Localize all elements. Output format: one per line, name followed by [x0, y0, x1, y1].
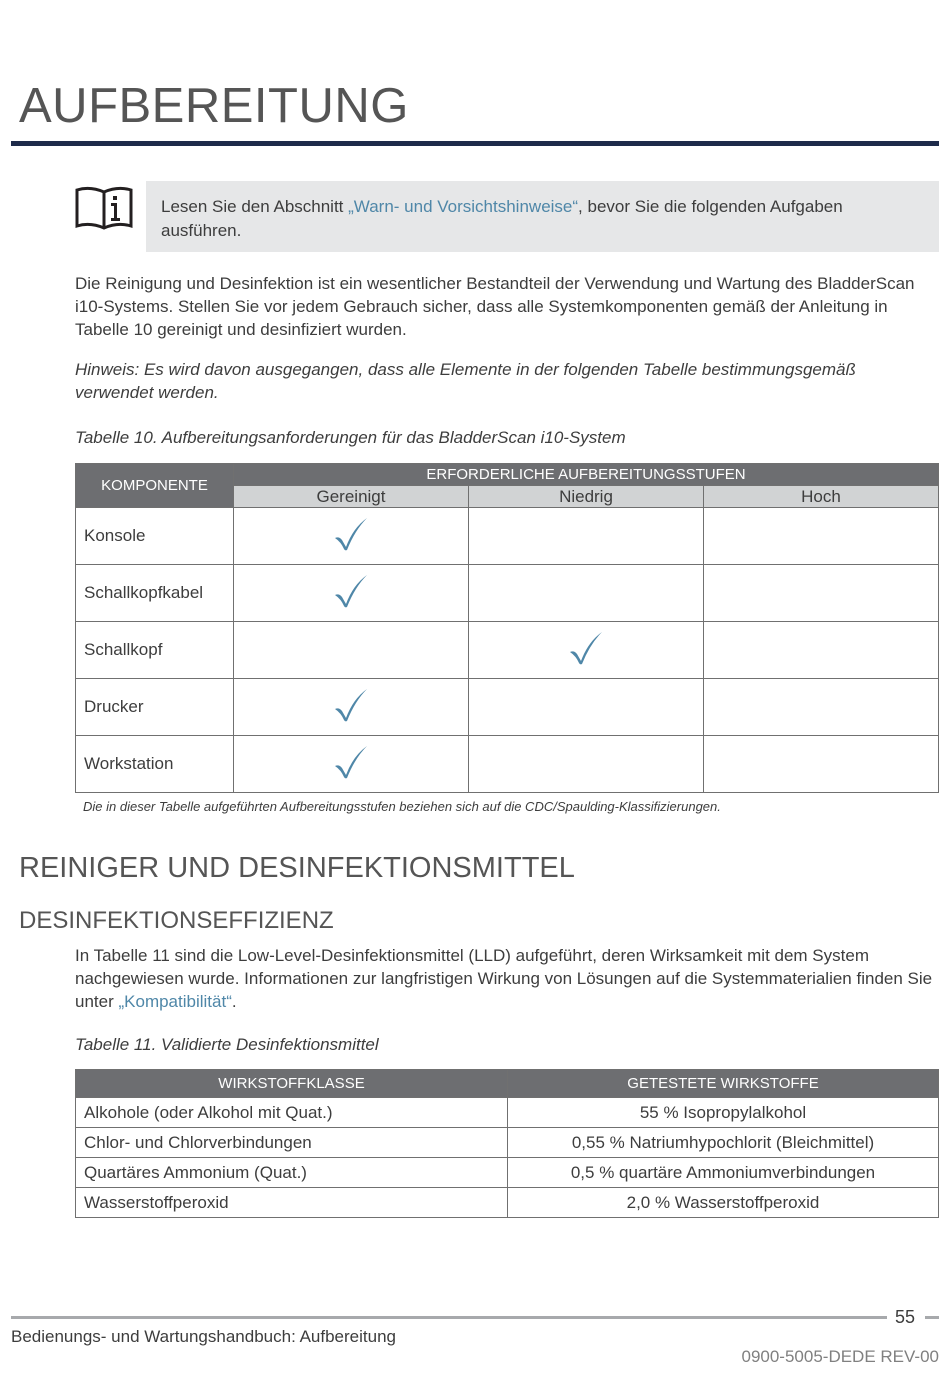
efficacy-paragraph [75, 944, 935, 1013]
level-cell [704, 508, 939, 565]
component-name: Schallkopfkabel [76, 565, 234, 622]
level-cell [469, 622, 704, 679]
table-row [76, 736, 939, 793]
checkmark-icon [333, 573, 369, 609]
component-name: Drucker [76, 679, 234, 736]
level-cell [469, 679, 704, 736]
notice-box [146, 181, 939, 252]
notice-post: , bevor Sie die folgenden Aufgaben ausführen. [161, 197, 843, 240]
table-row [76, 1098, 939, 1128]
intro-paragraph: Die Reinigung und Desinfektion ist ein wesentlicher Bestandteil der Verwendung und Wartung des BladderScan i10-Systems. Stellen Sie vor jedem Gebrauch sicher, dass alle Systemkomponenten gemäß der Anleitung in Tabelle 10 gereinigt und desinfiziert wurden. [75, 274, 915, 339]
agent-class-cell: Wasserstoffperoxid [76, 1188, 508, 1218]
level-cell [234, 565, 469, 622]
level-cell [704, 736, 939, 793]
notice-text [161, 195, 921, 242]
table-row [76, 508, 939, 565]
level-cell [704, 622, 939, 679]
page-number: 55 [895, 1307, 916, 1327]
footer-rule-end [925, 1316, 939, 1319]
tested-agent-cell: 2,0 % Wasserstoffperoxid [508, 1188, 939, 1218]
component-name: Workstation [76, 736, 234, 793]
level-cell [469, 565, 704, 622]
level-cell [704, 565, 939, 622]
reprocessing-table [75, 463, 939, 793]
col-component: KOMPONENTE [76, 464, 234, 508]
tested-agent-cell: 0,5 % quartäre Ammoniumverbindungen [508, 1158, 939, 1188]
level-cell [234, 736, 469, 793]
warnings-link[interactable]: „Warn- und Vorsichtshinweise“ [348, 197, 579, 216]
compatibility-link[interactable]: „Kompatibilität“ [118, 992, 232, 1011]
table11-caption: Tabelle 11. Validierte Desinfektionsmittel [75, 1035, 379, 1054]
level-cell [234, 508, 469, 565]
notice-pre: Lesen Sie den Abschnitt [161, 197, 349, 216]
level-cell [234, 679, 469, 736]
table-row [76, 1188, 939, 1218]
table-row [76, 679, 939, 736]
component-name: Schallkopf [76, 622, 234, 679]
level-cell [469, 736, 704, 793]
checkmark-icon [333, 516, 369, 552]
efficacy-pre: In Tabelle 11 sind die Low-Level-Desinfektionsmittel (LLD) aufgeführt, deren Wirksamkeit mit dem System nachgewiesen wurde. Informationen zur langfristigen Wirkung von Lösungen auf die Systemmaterialien finden Sie unter [75, 946, 933, 1011]
agent-class-cell: Alkohole (oder Alkohol mit Quat.) [76, 1098, 508, 1128]
table10-body [76, 508, 939, 793]
col-level-cleaned: Gereinigt [234, 486, 469, 508]
hint-paragraph: Hinweis: Es wird davon ausgegangen, dass alle Elemente in der folgenden Tabelle bestimmungsgemäß verwendet werden. [75, 360, 856, 402]
col-agent-class: WIRKSTOFFKLASSE [76, 1070, 508, 1098]
tested-agent-cell: 0,55 % Natriumhypochlorit (Bleichmittel) [508, 1128, 939, 1158]
page-title: AUFBEREITUNG [19, 79, 409, 133]
section-heading: REINIGER UND DESINFEKTIONSMITTEL [19, 852, 575, 884]
checkmark-icon [568, 630, 604, 666]
component-name: Konsole [76, 508, 234, 565]
book-info-icon [74, 184, 134, 232]
footer-rule [11, 1316, 887, 1319]
tested-agent-cell: 55 % Isopropylalkohol [508, 1098, 939, 1128]
efficacy-post: . [231, 992, 237, 1011]
footer-title: Bedienungs- und Wartungshandbuch: Aufbereitung [11, 1327, 396, 1346]
level-cell [469, 508, 704, 565]
table-row [76, 1158, 939, 1188]
col-level-low: Niedrig [469, 486, 704, 508]
document-number: 0900-5005-DEDE REV-00 [741, 1347, 939, 1366]
table-row [76, 1128, 939, 1158]
table10-caption: Tabelle 10. Aufbereitungsanforderungen für das BladderScan i10-System [75, 428, 626, 447]
agent-class-cell: Chlor- und Chlorverbindungen [76, 1128, 508, 1158]
col-group: ERFORDERLICHE AUFBEREITUNGSSTUFEN [234, 464, 939, 486]
agent-class-cell: Quartäres Ammonium (Quat.) [76, 1158, 508, 1188]
col-tested-agents: GETESTETE WIRKSTOFFE [508, 1070, 939, 1098]
table-row [76, 622, 939, 679]
disinfectants-table [75, 1069, 939, 1218]
table-row [76, 565, 939, 622]
level-cell [234, 622, 469, 679]
col-level-high: Hoch [704, 486, 939, 508]
checkmark-icon [333, 687, 369, 723]
subsection-heading: DESINFEKTIONSEFFIZIENZ [19, 907, 334, 934]
table10-footnote: Die in dieser Tabelle aufgeführten Aufbereitungsstufen beziehen sich auf die CDC/Spaulding-Klassifizierungen. [83, 799, 721, 814]
checkmark-icon [333, 744, 369, 780]
title-rule [11, 141, 939, 146]
level-cell [704, 679, 939, 736]
table11-body [76, 1098, 939, 1218]
